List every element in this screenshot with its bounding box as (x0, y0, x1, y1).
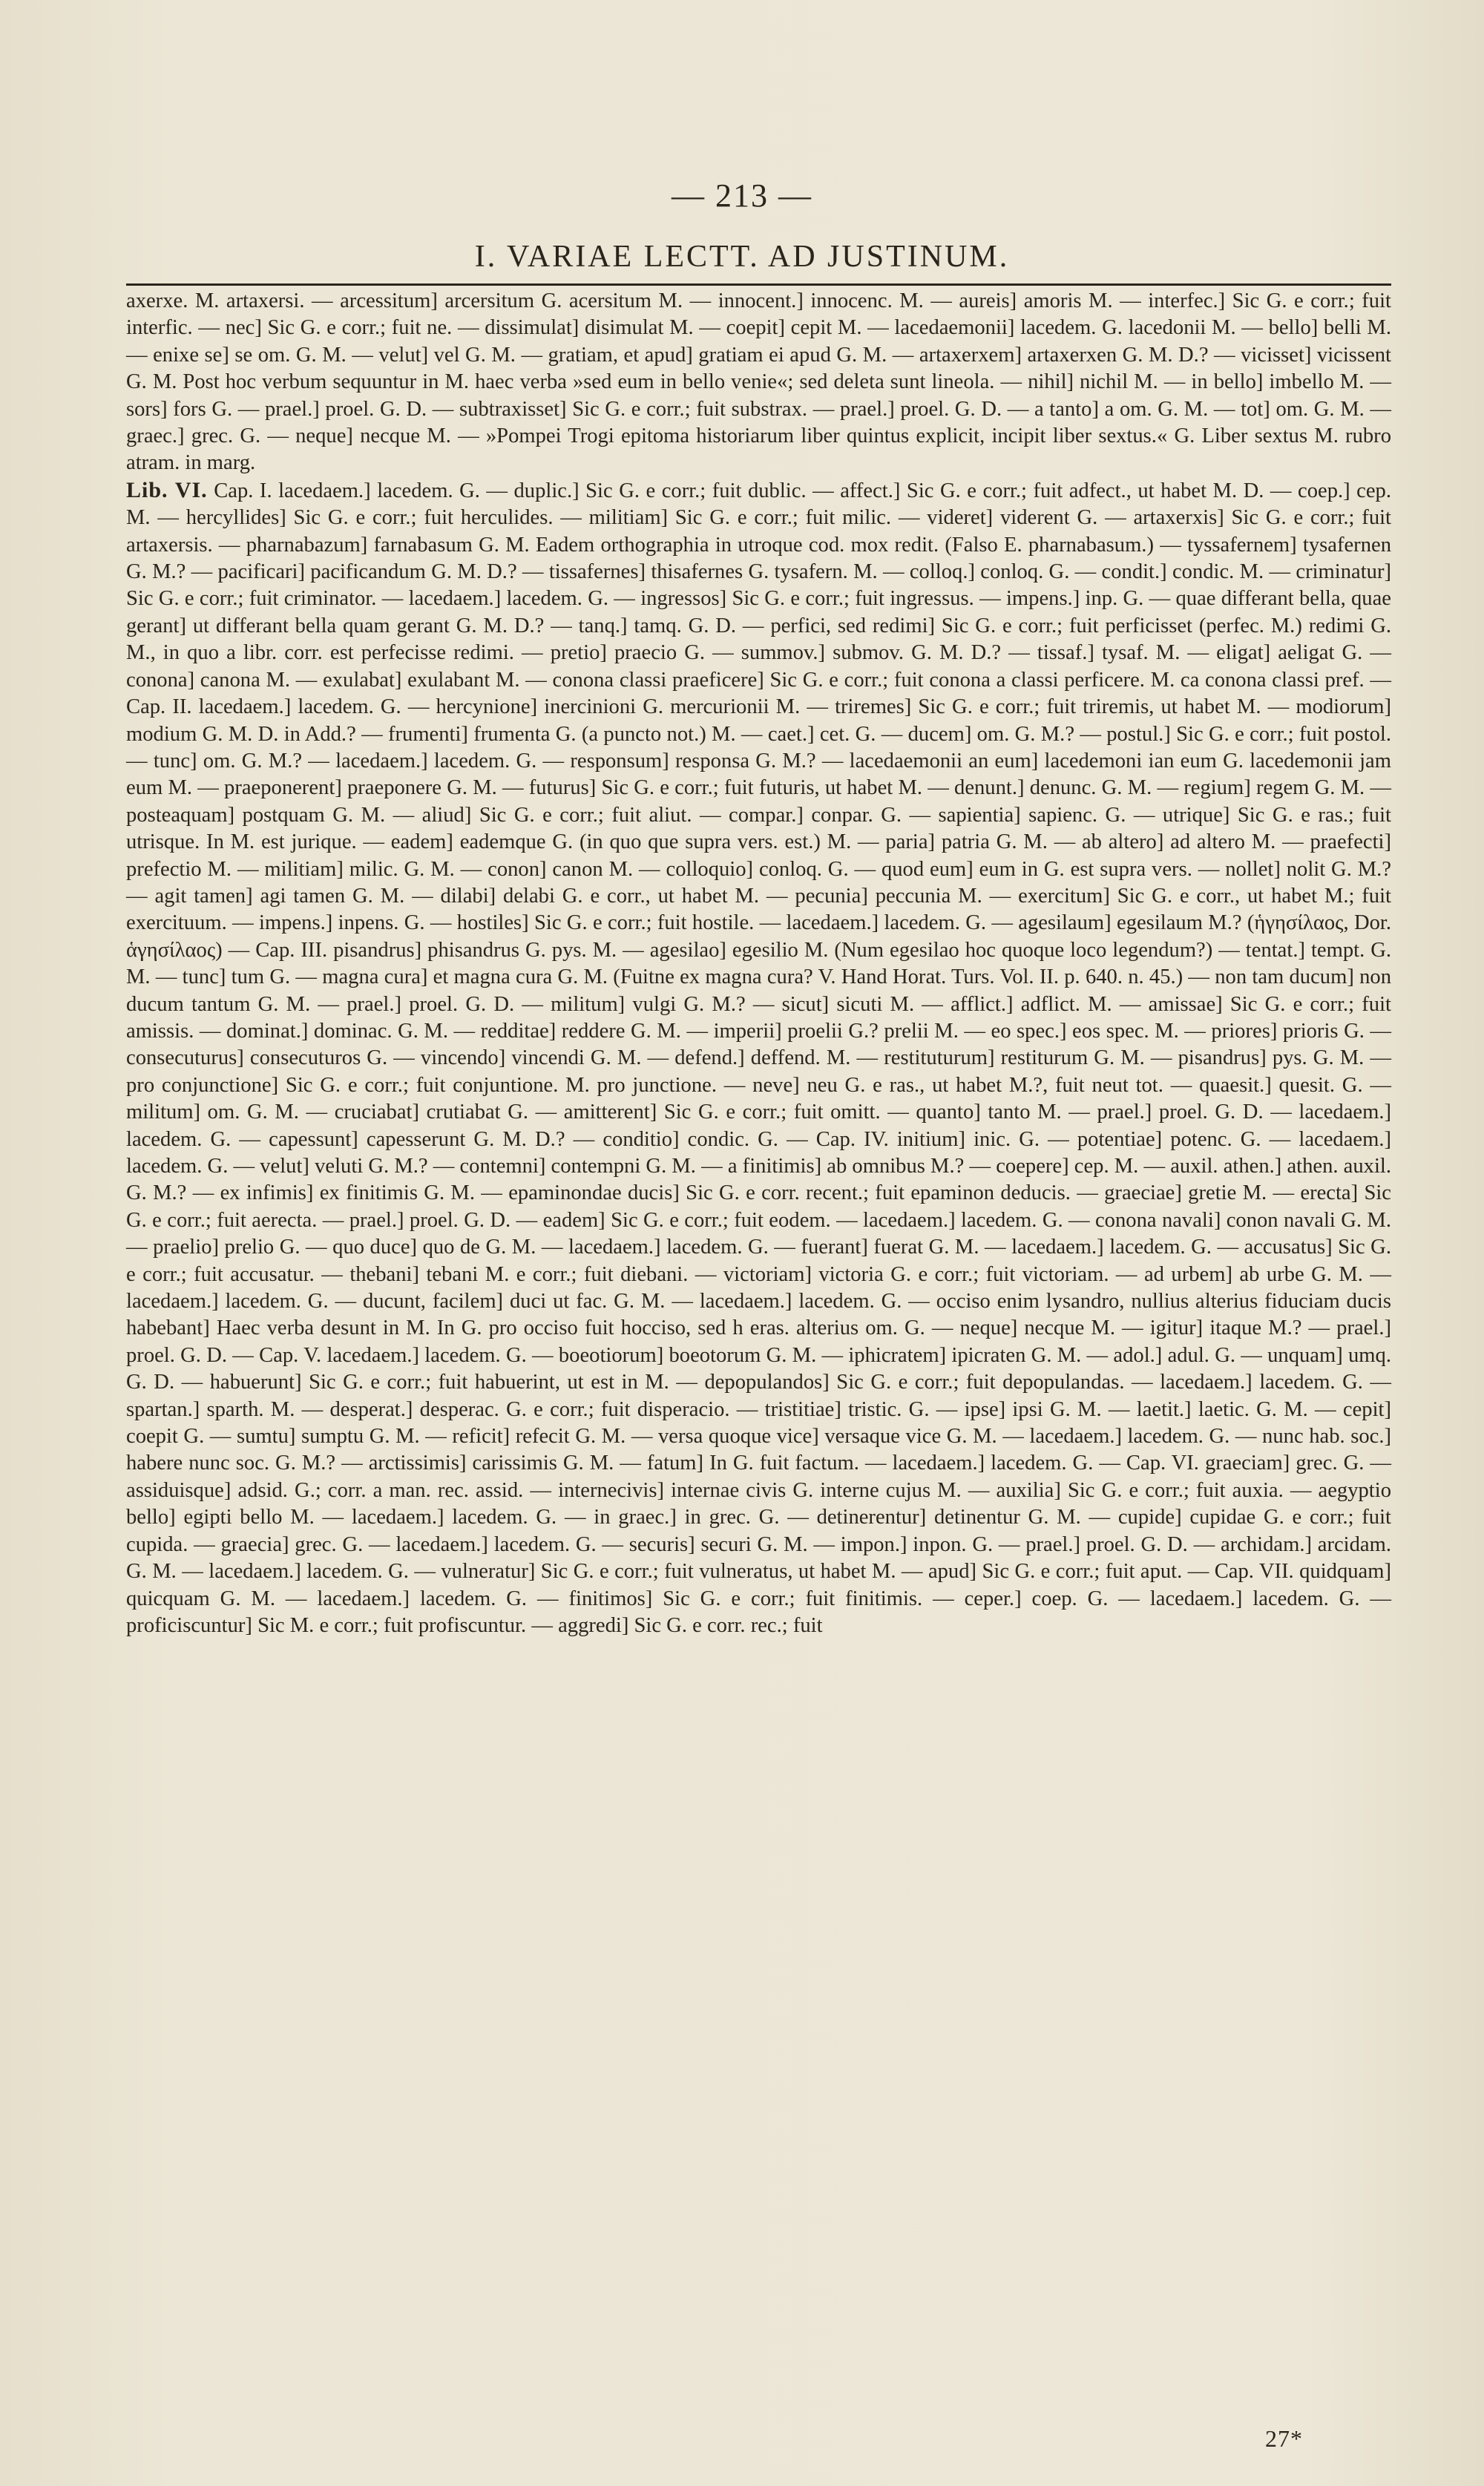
signature-mark: 27* (1265, 2425, 1303, 2452)
page-number: — 213 — (672, 177, 812, 214)
paragraph-book-five-end: axerxe. M. artaxersi. — arcessitum] arcersitum G. acersitum M. — innocent.] innocenc. M. — aureis] amoris M. — interfec.] Sic G. e corr.; fuit interfic. — nec] Sic G. e corr.; fuit ne. — dissimulat] disimulat M. — coepit] cepit M. — lacedaemonii] lacedem. G. lacedonii M. — bello] belli M. — enixe se] se om. G. M. — velut] vel G. M. — gratiam, et apud] gratiam ei apud G. M. — artaxerxem] artaxerxen G. M. D.? — vicisset] vicissent G. M. Post hoc verbum sequuntur in M. haec verba »sed eum in bello venie«; sed deleta sunt lineola. — nihil] nichil M. — in bello] imbello M. — sors] fors G. — prael.] proel. G. D. — subtraxisset] Sic G. e corr.; fuit substrax. — prael.] proel. G. D. — a tanto] a om. G. M. — tot] om. G. M. — graec.] grec. G. — neque] necque M. — »Pompei Trogi epitoma historiarum liber quintus explicit, incipit liber sextus.« G. Liber sextus M. rubro atram. in marg. (126, 289, 1391, 475)
book-heading: Lib. VI. (126, 477, 208, 502)
apparatus-text (126, 288, 1391, 1639)
header-rule (126, 283, 1391, 286)
book-six-notes: Cap. I. lacedaem.] lacedem. G. — duplic.] Sic G. e corr.; fuit dublic. — affect.] Sic G. e corr.; fuit adfect., ut habet M. D. — coep.] cep. M. — hercyllides] Sic G. e corr.; fuit herculides. — militiam] Sic G. e corr.; fuit milic. — videret] viderent G. — artaxerxis] Sic G. e corr.; fuit artaxersis. — pharnabazum] farnabasum G. M. Eadem orthographia in utroque cod. mox redit. (Falso E. pharnabasum.) — tyssafernem] tysafernen G. M.? — pacificari] pacificandum G. M. D.? — tissafernes] thisafernes G. tysafern. M. — colloq.] conloq. G. — condit.] condic. M. — criminatur] Sic G. e corr.; fuit criminator. — lacedaem.] lacedem. G. — ingressos] Sic G. e corr.; fuit ingressus. — impens.] inp. G. — quae differant bella, quae gerant] ut differant bella quam gerant G. M. D.? — tanq.] tamq. G. D. — perfici, sed redimi] Sic G. e corr.; fuit perficisset (perfec. M.) redimi G. M., in quo a libr. corr. est perfecisse redimi. — pretio] praecio G. — summov.] submov. G. M. D.? — tissaf.] tysaf. M. — eligat] aeligat G. — conona] canona M. — exulabat] exulabant M. — conona classi praeficere] Sic G. e corr.; fuit conona a classi perficere. M. ca conona classi pref. — Cap. II. lacedaem.] lacedem. G. — hercynione] inercinioni G. mercurionii M. — triremes] Sic G. e corr.; fuit triremis, ut habet M. — modiorum] modium G. M. D. in Add.? — frumenti] frumenta G. (a puncto not.) M. — caet.] cet. G. — ducem] om. G. M.? — postul.] Sic G. e corr.; fuit postol. — tunc] om. G. M.? — lacedaem.] lacedem. G. — responsum] responsa G. M.? — lacedaemonii an eum] lacedemoni ian eum G. lacedemonii jam eum M. — praeponerent] praeponere G. M. — futurus] Sic G. e corr.; fuit futuris, ut habet M. — denunt.] denunc. G. M. — regium] regem G. M. — posteaquam] postquam G. M. — aliud] Sic G. e corr.; fuit aliut. — compar.] conpar. G. — sapientia] sapienc. G. — utrique] Sic G. e ras.; fuit utrisque. In M. est jurique. — eadem] eademque G. (in quo que supra vers. est.) M. — paria] patria G. M. — ab altero] ad altero M. — praefecti] prefectio M. — militiam] milic. G. M. — conon] canon M. — colloquio] conloq. G. — quod eum] eum in G. est supra vers. — nollet] nolit G. M.? — agit tamen] agi tamen G. M. — dilabi] delabi G. e corr., ut habet M. — pecunia] peccunia M. — exercitum] Sic G. e corr., ut habet M.; fuit exercituum. — impens.] inpens. G. — hostiles] Sic G. e corr.; fuit hostile. — lacedaem.] lacedem. G. — agesilaum] egesilaum M.? (ἡγησίλαος, Dor. ἁγησίλαος) — Cap. III. pisandrus] phisandrus G. pys. M. — agesilao] egesilio M. (Num egesilao hoc quoque loco legendum?) — tentat.] tempt. G. M. — tunc] tum G. — magna cura] et magna cura G. M. (Fuitne ex magna cura? V. Hand Horat. Turs. Vol. II. p. 640. n. 45.) — non tam ducum] non ducum tantum G. M. — prael.] proel. G. D. — militum] vulgi G. M.? — sicut] sicuti M. — afflict.] adflict. M. — amissae] Sic G. e corr.; fuit amissis. — dominat.] dominac. G. M. — redditae] reddere G. M. — imperii] proelii G.? prelii M. — eo spec.] eos spec. M. — priores] prioris G. — consecuturus] consecuturos G. — vincendo] vincendi G. M. — defend.] deffend. M. — restituturum] restiturum G. M. — pisandrus] pys. G. M. — pro conjunctione] Sic G. e corr.; fuit conjuntione. M. pro junctione. — neve] neu G. e ras., ut habet M.?, fuit neut tot. — quaesit.] quesit. G. — militum] om. G. M. — cruciabat] crutiabat G. — amitterent] Sic G. e corr.; fuit omitt. — quanto] tanto M. — prael.] proel. G. D. — lacedaem.] lacedem. G. — capessunt] capesserunt G. M. D.? — conditio] condic. G. — Cap. IV. initium] inic. G. — potentiae] potenc. G. — lacedaem.] lacedem. G. — velut] veluti G. M.? — contemni] contempni G. M. — a finitimis] ab omnibus M.? — coepere] cep. M. — auxil. athen.] athen. auxil. G. M.? — ex infimis] ex finitimis G. M. — epaminondae ducis] Sic G. e corr. recent.; fuit epaminon deducis. — graeciae] gretie M. — erecta] Sic G. e corr.; fuit aerecta. — prael.] proel. G. D. — eadem] Sic G. e corr.; fuit eodem. — lacedaem.] lacedem. G. — conona navali] conon navali G. M. — praelio] prelio G. — quo duce] quo de G. M. — lacedaem.] lacedem. G. — fuerant] fuerat G. M. — lacedaem.] lacedem. G. — accusatus] Sic G. e corr.; fuit accusatur. — thebani] tebani M. e corr.; fuit diebani. — victoriam] victoria G. e corr.; fuit victoriam. — ad urbem] ab urbe G. M. — lacedaem.] lacedem. G. — ducunt, facilem] duci ut fac. G. M. — lacedaem.] lacedem. G. — occiso enim lysandro, nullius alterius fiduciam ducis habebant] Haec verba desunt in M. In G. pro occiso fuit hocciso, sed h eras. alterius om. G. — neque] necque M. — igitur] itaque M.? — prael.] proel. G. D. — Cap. V. lacedaem.] lacedem. G. — boeotiorum] boeotorum G. M. — iphicratem] ipicraten G. M. — adol.] adul. G. — unquam] umq. G. D. — habuerunt] Sic G. e corr.; fuit habuerint, ut est in M. — depopulandos] Sic G. e corr.; fuit depopulandas. — lacedaem.] lacedem. G. — spartan.] sparth. M. — desperat.] desperac. G. e corr.; fuit disperacio. — tristitiae] tristic. G. — ipse] ipsi G. M. — laetit.] laetic. G. M. — cepit] coepit G. — sumtu] sumptu G. M. — reficit] refecit G. M. — versa quoque vice] versaque vice G. M. — lacedaem.] lacedem. G. — nunc hab. soc.] habere nunc soc. G. M.? — arctissimis] carissimis G. M. — fatum] In G. fuit factum. — lacedaem.] lacedem. G. — Cap. VI. graeciam] grec. G. — assiduisque] adsid. G.; corr. a man. rec. assid. — internecivis] internae civis G. interne cujus M. — auxilia] Sic G. e corr.; fuit auxia. — aegyptio bello] egipti bello M. — lacedaem.] lacedem. G. — in graec.] in grec. G. — detinerentur] detinentur G. M. — cupide] cupidae G. e corr.; fuit cupida. — graecia] grec. G. — lacedaem.] lacedem. G. — securis] securi G. M. — impon.] inpon. G. — prael.] proel. G. D. — archidam.] arcidam. G. M. — lacedaem.] lacedem. G. — vulneratur] Sic G. e corr.; fuit vulneratus, ut habet M. — apud] Sic G. e corr.; fuit aput. — Cap. VII. quidquam] quicquam G. M. — lacedaem.] lacedem. G. — finitimos] Sic G. e corr.; fuit finitimis. — ceper.] coep. G. — lacedaem.] lacedem. G. — proficiscuntur] Sic M. e corr.; fuit profiscuntur. — aggredi] Sic G. e corr. rec.; fuit (126, 479, 1391, 1637)
section-title: I. VARIAE LECTT. AD JUSTINUM. (474, 240, 1010, 274)
paragraph-book-six (126, 477, 1391, 1639)
